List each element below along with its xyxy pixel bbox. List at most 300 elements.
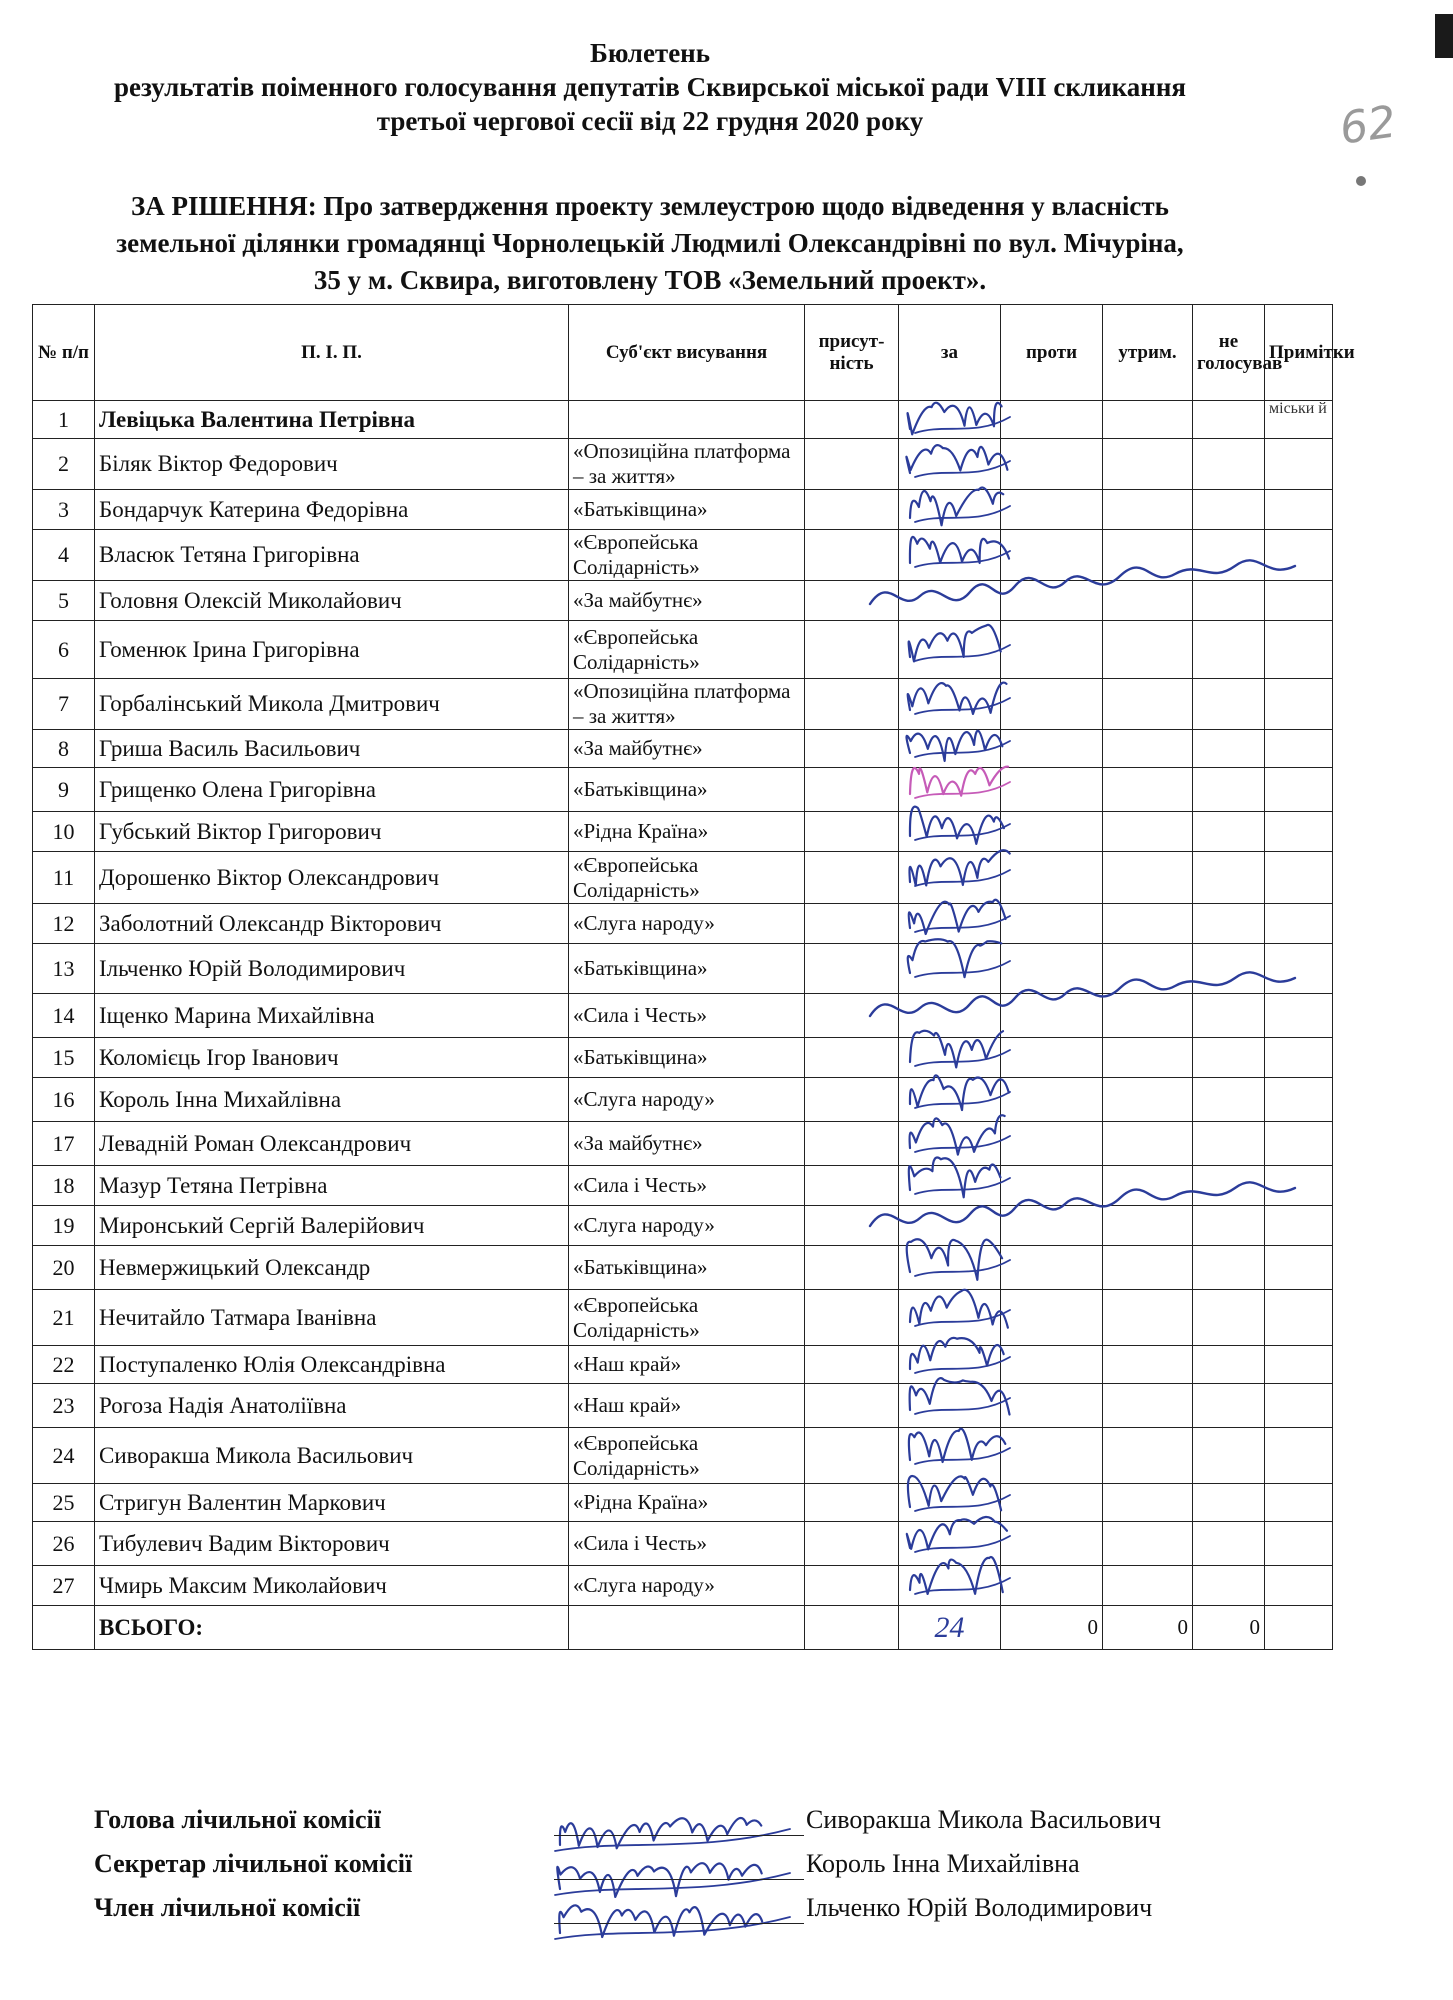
cell-for	[899, 439, 1001, 490]
cell-not-voted	[1193, 1206, 1265, 1246]
cell-not-voted	[1193, 439, 1265, 490]
row-num: 20	[33, 1246, 95, 1290]
deputy-party: «Європейська Солідарність»	[569, 530, 805, 581]
cell-against	[1001, 1078, 1103, 1122]
bulletin-subtitle: результатів поіменного голосування депутатів Сквирської міської ради VIII скликання	[113, 72, 1187, 102]
signature-line	[554, 1923, 804, 1924]
row-num: 5	[33, 581, 95, 621]
cell-for	[899, 490, 1001, 530]
deputy-party: «Батьківщина»	[569, 1246, 805, 1290]
row-num: 21	[33, 1290, 95, 1346]
total-party	[569, 1606, 805, 1650]
cell-notes	[1265, 904, 1333, 944]
row-num: 24	[33, 1428, 95, 1484]
cell-against	[1001, 994, 1103, 1038]
deputy-name: Стригун Валентин Маркович	[95, 1484, 569, 1522]
cell-for	[899, 621, 1001, 679]
deputy-party: «Сила і Честь»	[569, 1522, 805, 1566]
table-row	[33, 768, 1333, 812]
cell-abstain	[1103, 730, 1193, 768]
cell-not-voted	[1193, 1246, 1265, 1290]
table-row	[33, 1246, 1333, 1290]
total-against: 0	[1001, 1606, 1103, 1650]
cell-not-voted	[1193, 490, 1265, 530]
cell-not-voted	[1193, 1122, 1265, 1166]
cell-abstain	[1103, 679, 1193, 730]
total-num	[33, 1606, 95, 1650]
row-num: 8	[33, 730, 95, 768]
cell-against	[1001, 679, 1103, 730]
cell-not-voted	[1193, 581, 1265, 621]
cell-abstain	[1103, 1384, 1193, 1428]
cell-abstain	[1103, 1428, 1193, 1484]
decision-line-2: земельної ділянки громадянці Чорнолецькій Людмилі Олександрівні по вул. Мічуріна,	[116, 228, 1184, 258]
cell-not-voted	[1193, 679, 1265, 730]
cell-not-voted	[1193, 944, 1265, 994]
cell-present	[805, 581, 899, 621]
cell-notes	[1265, 679, 1333, 730]
cell-for	[899, 1290, 1001, 1346]
col-header-present: присут-ність	[805, 305, 899, 401]
cell-for	[899, 1038, 1001, 1078]
cell-against	[1001, 1166, 1103, 1206]
cell-present	[805, 1384, 899, 1428]
deputy-party	[569, 401, 805, 439]
cell-not-voted	[1193, 1346, 1265, 1384]
cell-notes	[1265, 1038, 1333, 1078]
cell-for	[899, 679, 1001, 730]
deputy-party: «Європейська Солідарність»	[569, 1428, 805, 1484]
cell-for	[899, 852, 1001, 904]
cell-against	[1001, 1428, 1103, 1484]
cell-abstain	[1103, 812, 1193, 852]
deputy-party: «За майбутнє»	[569, 1122, 805, 1166]
table-row	[33, 1346, 1333, 1384]
cell-notes	[1265, 1290, 1333, 1346]
signature-line	[554, 1879, 804, 1880]
cell-present	[805, 1206, 899, 1246]
row-num: 26	[33, 1522, 95, 1566]
deputy-name: Гоменюк Ірина Григорівна	[95, 621, 569, 679]
bulletin-title: Бюлетень	[589, 38, 711, 68]
cell-present	[805, 1078, 899, 1122]
cell-notes	[1265, 439, 1333, 490]
cell-abstain	[1103, 768, 1193, 812]
cell-present	[805, 994, 899, 1038]
cell-present	[805, 852, 899, 904]
cell-against	[1001, 1246, 1103, 1290]
table-row	[33, 1290, 1333, 1346]
cell-present	[805, 621, 899, 679]
col-header-abstain: утрим.	[1103, 305, 1193, 401]
deputy-name: Нечитайло Татмара Іванівна	[95, 1290, 569, 1346]
cell-not-voted	[1193, 768, 1265, 812]
cell-for	[899, 904, 1001, 944]
commission-member-name: Ільченко Юрій Володимирович	[806, 1893, 1153, 1922]
cell-notes	[1265, 1428, 1333, 1484]
cell-abstain	[1103, 1122, 1193, 1166]
cell-for	[899, 1384, 1001, 1428]
cell-present	[805, 439, 899, 490]
deputy-party: «Опозиційна платформа – за життя»	[569, 439, 805, 490]
cell-notes	[1265, 621, 1333, 679]
deputy-name: Поступаленко Юлія Олександрівна	[95, 1346, 569, 1384]
table-row	[33, 1384, 1333, 1428]
cell-against	[1001, 852, 1103, 904]
cell-abstain	[1103, 621, 1193, 679]
cell-not-voted	[1193, 1078, 1265, 1122]
cell-against	[1001, 1566, 1103, 1606]
col-header-not-voted: не голосував	[1193, 305, 1265, 401]
deputy-name: Левадній Роман Олександрович	[95, 1122, 569, 1166]
cell-present	[805, 1522, 899, 1566]
cell-notes	[1265, 1246, 1333, 1290]
table-header-row	[33, 305, 1333, 401]
row-num: 4	[33, 530, 95, 581]
total-present	[805, 1606, 899, 1650]
cell-for	[899, 1566, 1001, 1606]
deputy-party: «Слуга народу»	[569, 904, 805, 944]
deputy-name: Дорошенко Віктор Олександрович	[95, 852, 569, 904]
cell-notes	[1265, 1566, 1333, 1606]
table-row	[33, 401, 1333, 439]
cell-present	[805, 1346, 899, 1384]
row-num: 25	[33, 1484, 95, 1522]
table-row	[33, 679, 1333, 730]
row-num: 2	[33, 439, 95, 490]
cell-notes	[1265, 1078, 1333, 1122]
total-abstain: 0	[1103, 1606, 1193, 1650]
cell-notes	[1265, 1522, 1333, 1566]
row-num: 9	[33, 768, 95, 812]
bulletin-header	[0, 36, 1300, 138]
deputy-name: Сиворакша Микола Васильович	[95, 1428, 569, 1484]
deputy-name: Мазур Тетяна Петрівна	[95, 1166, 569, 1206]
cell-for	[899, 1246, 1001, 1290]
deputy-name: Чмирь Максим Миколайович	[95, 1566, 569, 1606]
cell-notes	[1265, 490, 1333, 530]
table-row	[33, 1078, 1333, 1122]
deputy-party: «Слуга народу»	[569, 1566, 805, 1606]
total-notes	[1265, 1606, 1333, 1650]
cell-notes	[1265, 1346, 1333, 1384]
row-num: 19	[33, 1206, 95, 1246]
deputy-party: «Рідна Країна»	[569, 812, 805, 852]
col-header-notes: Примітки	[1265, 305, 1333, 401]
cell-abstain	[1103, 1290, 1193, 1346]
bulletin-session: третьої чергової сесії від 22 грудня 2020 року	[376, 106, 924, 136]
cell-abstain	[1103, 581, 1193, 621]
commission-secretary-row	[94, 1849, 1334, 1889]
deputy-name: Рогоза Надія Анатоліївна	[95, 1384, 569, 1428]
deputy-party: «Опозиційна платформа – за життя»	[569, 679, 805, 730]
table-row	[33, 1038, 1333, 1078]
cell-for	[899, 944, 1001, 994]
col-header-against: проти	[1001, 305, 1103, 401]
table-row	[33, 1522, 1333, 1566]
cell-against	[1001, 944, 1103, 994]
cell-abstain	[1103, 1206, 1193, 1246]
cell-notes	[1265, 1122, 1333, 1166]
deputy-name: Горбалінський Микола Дмитрович	[95, 679, 569, 730]
deputy-party: «За майбутнє»	[569, 730, 805, 768]
table-row	[33, 1566, 1333, 1606]
deputy-name: Коломієць Ігор Іванович	[95, 1038, 569, 1078]
cell-abstain	[1103, 852, 1193, 904]
cell-notes	[1265, 730, 1333, 768]
cell-for	[899, 1346, 1001, 1384]
col-header-for: за	[899, 305, 1001, 401]
deputy-name: Власюк Тетяна Григорівна	[95, 530, 569, 581]
col-header-name: П. І. П.	[95, 305, 569, 401]
deputy-party: «Батьківщина»	[569, 768, 805, 812]
cell-against	[1001, 1484, 1103, 1522]
deputy-name: Тибулевич Вадим Вікторович	[95, 1522, 569, 1566]
cell-for	[899, 530, 1001, 581]
row-num: 22	[33, 1346, 95, 1384]
table-row	[33, 581, 1333, 621]
cell-against	[1001, 1346, 1103, 1384]
table-row	[33, 852, 1333, 904]
cell-abstain	[1103, 1566, 1193, 1606]
deputy-party: «Наш край»	[569, 1384, 805, 1428]
deputy-name: Іщенко Марина Михайлівна	[95, 994, 569, 1038]
row-num: 15	[33, 1038, 95, 1078]
commission-secretary-role: Секретар лічильної комісії	[94, 1849, 413, 1878]
row-num: 11	[33, 852, 95, 904]
voting-table	[32, 304, 1355, 1650]
deputy-party: «Європейська Солідарність»	[569, 1290, 805, 1346]
row-num: 14	[33, 994, 95, 1038]
cell-against	[1001, 768, 1103, 812]
cell-for	[899, 1122, 1001, 1166]
row-num: 12	[33, 904, 95, 944]
col-header-num: № п/п	[33, 305, 95, 401]
table-row	[33, 944, 1333, 994]
cell-for	[899, 401, 1001, 439]
cell-abstain	[1103, 1522, 1193, 1566]
cell-against	[1001, 490, 1103, 530]
deputy-party: «За майбутнє»	[569, 581, 805, 621]
deputy-party: «Слуга народу»	[569, 1206, 805, 1246]
cell-for	[899, 1428, 1001, 1484]
cell-present	[805, 530, 899, 581]
scan-edge-mark	[1435, 14, 1453, 58]
deputy-party: «Батьківщина»	[569, 944, 805, 994]
cell-not-voted	[1193, 1484, 1265, 1522]
row-num: 16	[33, 1078, 95, 1122]
deputy-name: Губський Віктор Григорович	[95, 812, 569, 852]
cell-notes	[1265, 530, 1333, 581]
cell-present	[805, 401, 899, 439]
cell-not-voted	[1193, 812, 1265, 852]
cell-notes	[1265, 1384, 1333, 1428]
cell-not-voted	[1193, 1522, 1265, 1566]
table-row	[33, 994, 1333, 1038]
cell-for	[899, 730, 1001, 768]
cell-present	[805, 904, 899, 944]
deputy-name: Гриша Василь Васильович	[95, 730, 569, 768]
cell-notes	[1265, 1206, 1333, 1246]
cell-against	[1001, 401, 1103, 439]
commission-secretary-name: Король Інна Михайлівна	[806, 1849, 1080, 1878]
deputy-name: Біляк Віктор Федорович	[95, 439, 569, 490]
cell-abstain	[1103, 1246, 1193, 1290]
row-num: 3	[33, 490, 95, 530]
total-for: 24	[899, 1606, 1001, 1650]
deputy-party: «Слуга народу»	[569, 1078, 805, 1122]
cell-abstain	[1103, 401, 1193, 439]
cell-present	[805, 1428, 899, 1484]
cell-for	[899, 1206, 1001, 1246]
cell-abstain	[1103, 1346, 1193, 1384]
row-num: 6	[33, 621, 95, 679]
cell-present	[805, 730, 899, 768]
cell-for	[899, 768, 1001, 812]
row-num: 13	[33, 944, 95, 994]
deputy-party: «Рідна Країна»	[569, 1484, 805, 1522]
cell-notes	[1265, 812, 1333, 852]
cell-present	[805, 768, 899, 812]
deputy-name: Заболотний Олександр Вікторович	[95, 904, 569, 944]
cell-not-voted	[1193, 530, 1265, 581]
deputy-party: «Батьківщина»	[569, 490, 805, 530]
table-row	[33, 1122, 1333, 1166]
cell-against	[1001, 1206, 1103, 1246]
table-row	[33, 530, 1333, 581]
cell-abstain	[1103, 944, 1193, 994]
table-row	[33, 1484, 1333, 1522]
table-row	[33, 439, 1333, 490]
cell-present	[805, 1166, 899, 1206]
cell-not-voted	[1193, 1384, 1265, 1428]
cell-for	[899, 812, 1001, 852]
cell-for	[899, 1078, 1001, 1122]
cell-not-voted	[1193, 904, 1265, 944]
table-row	[33, 904, 1333, 944]
deputy-name: Бондарчук Катерина Федорівна	[95, 490, 569, 530]
cell-abstain	[1103, 1038, 1193, 1078]
cell-notes	[1265, 768, 1333, 812]
cell-not-voted	[1193, 1290, 1265, 1346]
cell-not-voted	[1193, 621, 1265, 679]
cell-not-voted	[1193, 730, 1265, 768]
cell-against	[1001, 904, 1103, 944]
cell-for	[899, 1484, 1001, 1522]
deputy-party: «Наш край»	[569, 1346, 805, 1384]
cell-present	[805, 1484, 899, 1522]
row-num: 23	[33, 1384, 95, 1428]
cell-not-voted	[1193, 401, 1265, 439]
cell-against	[1001, 1384, 1103, 1428]
cell-abstain	[1103, 530, 1193, 581]
cell-abstain	[1103, 490, 1193, 530]
cell-abstain	[1103, 994, 1193, 1038]
decision-line-3: 35 у м. Сквира, виготовлену ТОВ «Земельний проект».	[313, 265, 987, 295]
total-not-voted: 0	[1193, 1606, 1265, 1650]
cell-present	[805, 944, 899, 994]
cell-notes	[1265, 852, 1333, 904]
decision-line-1: ЗА РІШЕННЯ: Про затвердження проекту землеустрою щодо відведення у власність	[131, 191, 1169, 221]
cell-notes	[1265, 1166, 1333, 1206]
cell-present	[805, 1038, 899, 1078]
cell-against	[1001, 621, 1103, 679]
table-row	[33, 812, 1333, 852]
cell-not-voted	[1193, 1566, 1265, 1606]
cell-notes	[1265, 944, 1333, 994]
cell-against	[1001, 730, 1103, 768]
handwritten-page-number: 62	[1336, 96, 1400, 155]
cell-against	[1001, 812, 1103, 852]
commission-head-row	[94, 1805, 1334, 1845]
cell-present	[805, 1122, 899, 1166]
cell-abstain	[1103, 1078, 1193, 1122]
cell-for	[899, 1522, 1001, 1566]
col-header-party: Суб'єкт висування	[569, 305, 805, 401]
cell-abstain	[1103, 1484, 1193, 1522]
cell-against	[1001, 439, 1103, 490]
row-num: 7	[33, 679, 95, 730]
table-row	[33, 1428, 1333, 1484]
cell-notes	[1265, 581, 1333, 621]
commission-member-role: Член лічильної комісії	[94, 1893, 361, 1922]
cell-for	[899, 1166, 1001, 1206]
total-label: ВСЬОГО:	[95, 1606, 569, 1650]
cell-against	[1001, 1522, 1103, 1566]
row-num: 17	[33, 1122, 95, 1166]
cell-notes	[1265, 1484, 1333, 1522]
cell-against	[1001, 1038, 1103, 1078]
cell-not-voted	[1193, 994, 1265, 1038]
cell-present	[805, 490, 899, 530]
deputy-name: Миронський Сергій Валерійович	[95, 1206, 569, 1246]
cell-for	[899, 581, 1001, 621]
cell-present	[805, 1290, 899, 1346]
deputy-party: «Сила і Честь»	[569, 1166, 805, 1206]
table-row	[33, 1166, 1333, 1206]
row-num: 10	[33, 812, 95, 852]
cell-for	[899, 994, 1001, 1038]
deputy-name: Грищенко Олена Григорівна	[95, 768, 569, 812]
deputy-name: Ільченко Юрій Володимирович	[95, 944, 569, 994]
cell-abstain	[1103, 1166, 1193, 1206]
cell-present	[805, 679, 899, 730]
table-row	[33, 490, 1333, 530]
deputy-name: Невмержицький Олександр	[95, 1246, 569, 1290]
decision-title	[0, 188, 1300, 299]
table-row	[33, 621, 1333, 679]
cell-against	[1001, 1290, 1103, 1346]
cell-notes	[1265, 994, 1333, 1038]
cell-against	[1001, 1122, 1103, 1166]
cell-not-voted	[1193, 1428, 1265, 1484]
commission-head-name: Сиворакша Микола Васильович	[806, 1805, 1162, 1834]
cell-against	[1001, 530, 1103, 581]
table-row	[33, 730, 1333, 768]
deputy-name: Левіцька Валентина Петрівна	[95, 401, 569, 439]
cell-not-voted	[1193, 1038, 1265, 1078]
cell-present	[805, 1566, 899, 1606]
cell-notes: міськи й	[1265, 401, 1333, 439]
cell-present	[805, 812, 899, 852]
cell-against	[1001, 581, 1103, 621]
cell-present	[805, 1246, 899, 1290]
deputy-name: Головня Олексій Миколайович	[95, 581, 569, 621]
ink-dot	[1356, 176, 1366, 186]
cell-abstain	[1103, 904, 1193, 944]
signature-line	[554, 1835, 804, 1836]
cell-abstain	[1103, 439, 1193, 490]
